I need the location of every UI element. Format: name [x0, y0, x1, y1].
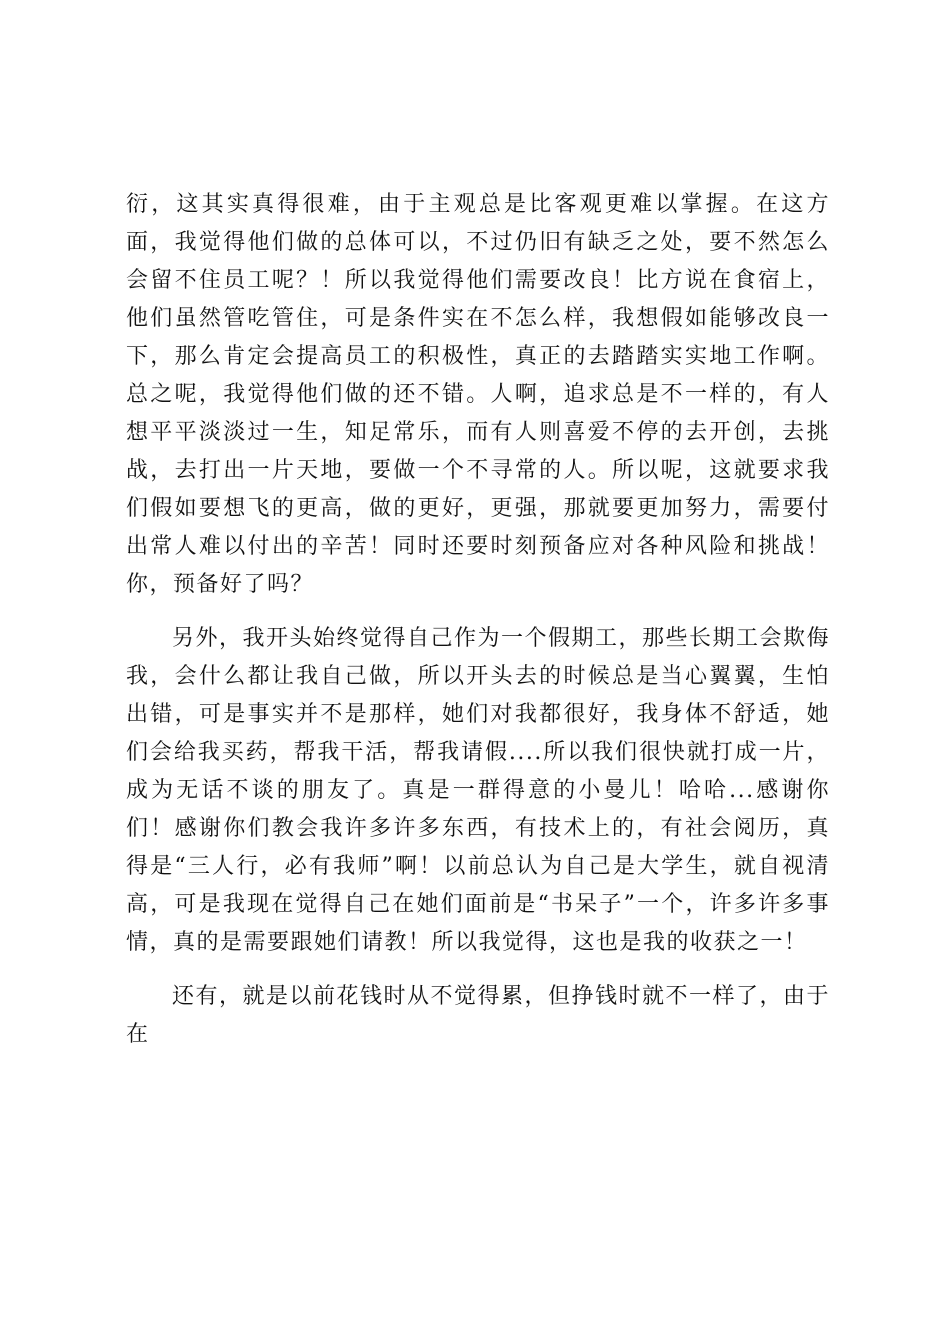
paragraph-holiday-work: 另外，我开头始终觉得自己作为一个假期工，那些长期工会欺侮我，会什么都让我自己做，所以开头去的时候总是当心翼翼，生怕出错，可是事实并不是那样，她们对我都很好，我身体不舒适，她们会给我买药，帮我干活，帮我请假....所以我们很快就打成一片，成为无话不谈的朋友了。真是一群得意的小曼儿！哈哈...感谢你们！感谢你们教会我许多许多东西，有技术上的，有社会阅历，真得是“三人行，必有我师”啊！以前总认为自己是大学生，就自视清高，可是我现在觉得自己在她们面前是“书呆子”一个，许多许多事情，真的是需要跟她们请教！所以我觉得，这也是我的收获之一！ [126, 626, 831, 955]
paragraph-money: 还有，就是以前花钱时从不觉得累，但挣钱时就不一样了，由于在 [126, 984, 831, 1047]
paragraph-continued: 衍，这其实真得很难，由于主观总是比客观更难以掌握。在这方面，我觉得他们做的总体可以，不过仍旧有缺乏之处，要不然怎么会留不住员工呢？！所以我觉得他们需要改良！比方说在食宿上，他们虽然管吃管住，可是条件实在不怎么样，我想假如能够改良一下，那么肯定会提高员工的积极性，真正的去踏踏实实地工作啊。总之呢，我觉得他们做的还不错。人啊，追求总是不一样的，有人想平平淡淡过一生，知足常乐，而有人则喜爱不停的去开创，去挑战，去打出一片天地，要做一个不寻常的人。所以呢，这就要求我们假如要想飞的更高，做的更好，更强，那就要更加努力，需要付出常人难以付出的辛苦！同时还要时刻预备应对各种风险和挑战！你，预备好了吗？ [126, 192, 830, 597]
document-body [126, 186, 830, 1054]
